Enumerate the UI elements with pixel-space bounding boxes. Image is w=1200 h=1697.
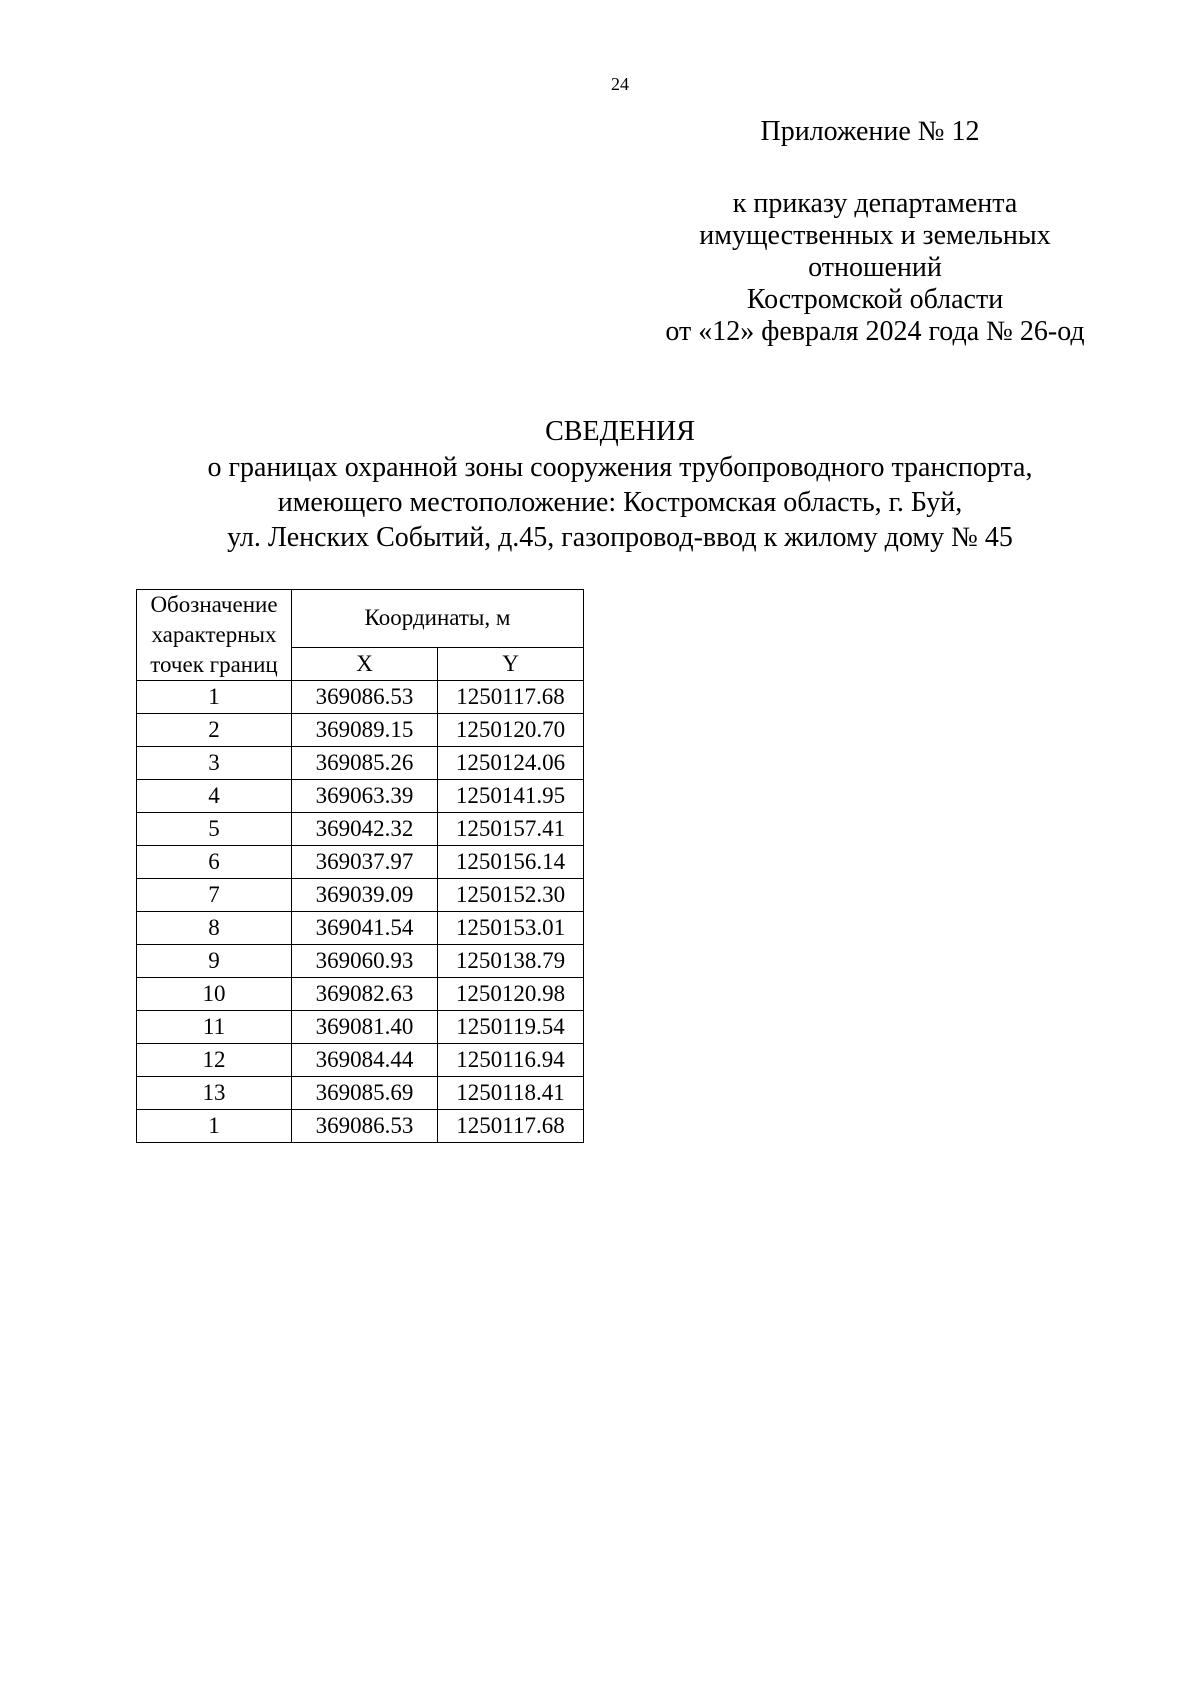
table-row <box>137 747 584 780</box>
y-cell: 1250157.41 <box>438 813 584 846</box>
y-cell: 1250138.79 <box>438 945 584 978</box>
x-cell: 369089.15 <box>292 714 438 747</box>
table-row <box>137 879 584 912</box>
document-heading: СВЕДЕНИЯ <box>545 416 695 447</box>
header-coordinates: Координаты, м <box>292 590 584 648</box>
x-cell: 369085.26 <box>292 747 438 780</box>
table-header <box>137 590 584 681</box>
table-row <box>137 714 584 747</box>
point-cell: 10 <box>137 978 292 1011</box>
y-cell: 1250117.68 <box>438 681 584 714</box>
table-row <box>137 945 584 978</box>
point-cell: 13 <box>137 1077 292 1110</box>
point-cell: 1 <box>137 681 292 714</box>
point-cell: 3 <box>137 747 292 780</box>
x-cell: 369081.40 <box>292 1011 438 1044</box>
subheading-line: ул. Ленских Событий, д.45, газопровод-ввод к жилому дому № 45 <box>227 522 1013 553</box>
x-cell: 369084.44 <box>292 1044 438 1077</box>
x-cell: 369085.69 <box>292 1077 438 1110</box>
point-cell: 6 <box>137 846 292 879</box>
subheading-line: имеющего местоположение: Костромская область, г. Буй, <box>277 487 963 518</box>
x-cell: 369060.93 <box>292 945 438 978</box>
table-row <box>137 1044 584 1077</box>
table-row <box>137 846 584 879</box>
y-cell: 1250120.70 <box>438 714 584 747</box>
table-row <box>137 1110 584 1143</box>
header-x: X <box>292 647 438 680</box>
appendix-title: Приложение № 12 <box>760 116 980 147</box>
table-row <box>137 978 584 1011</box>
order-reference <box>600 188 1150 348</box>
y-cell: 1250116.94 <box>438 1044 584 1077</box>
table-row <box>137 681 584 714</box>
x-cell: 369042.32 <box>292 813 438 846</box>
x-cell: 369086.53 <box>292 1110 438 1143</box>
y-cell: 1250124.06 <box>438 747 584 780</box>
document-subheading <box>0 450 1200 555</box>
point-cell: 5 <box>137 813 292 846</box>
x-cell: 369082.63 <box>292 978 438 1011</box>
y-cell: 1250119.54 <box>438 1011 584 1044</box>
point-cell: 11 <box>137 1011 292 1044</box>
point-cell: 7 <box>137 879 292 912</box>
order-line: отношений <box>808 252 942 283</box>
table-row <box>137 912 584 945</box>
x-cell: 369039.09 <box>292 879 438 912</box>
table-row <box>137 813 584 846</box>
order-line: от «12» февраля 2024 года № 26-од <box>665 316 1085 347</box>
header-y: Y <box>438 647 584 680</box>
subheading-line: о границах охранной зоны сооружения трубопроводного транспорта, <box>207 452 1033 483</box>
header-point-designation: Обозначение характерных точек границ <box>137 590 292 681</box>
point-cell: 8 <box>137 912 292 945</box>
point-cell: 12 <box>137 1044 292 1077</box>
y-cell: 1250117.68 <box>438 1110 584 1143</box>
point-cell: 4 <box>137 780 292 813</box>
order-line: имущественных и земельных <box>699 220 1051 251</box>
table-row <box>137 1011 584 1044</box>
x-cell: 369086.53 <box>292 681 438 714</box>
order-line: к приказу департамента <box>732 188 1018 219</box>
x-cell: 369037.97 <box>292 846 438 879</box>
point-cell: 1 <box>137 1110 292 1143</box>
order-line: Костромской области <box>746 284 1004 315</box>
table-body <box>137 681 584 1143</box>
y-cell: 1250141.95 <box>438 780 584 813</box>
x-cell: 369063.39 <box>292 780 438 813</box>
y-cell: 1250156.14 <box>438 846 584 879</box>
coordinates-table <box>136 589 584 1143</box>
y-cell: 1250152.30 <box>438 879 584 912</box>
x-cell: 369041.54 <box>292 912 438 945</box>
page-number: 24 <box>611 74 629 94</box>
point-cell: 2 <box>137 714 292 747</box>
table-row <box>137 780 584 813</box>
table-row <box>137 1077 584 1110</box>
y-cell: 1250118.41 <box>438 1077 584 1110</box>
point-cell: 9 <box>137 945 292 978</box>
y-cell: 1250120.98 <box>438 978 584 1011</box>
y-cell: 1250153.01 <box>438 912 584 945</box>
